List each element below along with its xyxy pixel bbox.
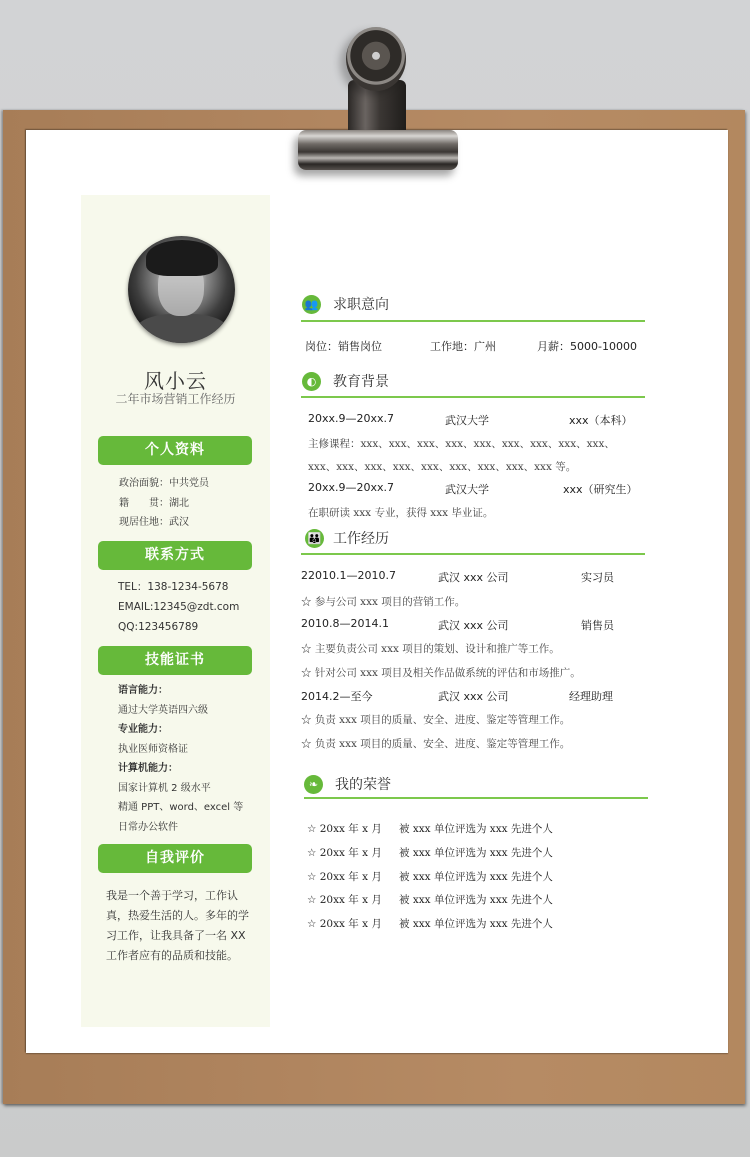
edu-period: 20xx.9—20xx.7 [308,412,395,425]
intent-location: 工作地：广州 [430,340,496,353]
work-role: 实习员 [581,571,614,584]
honor-date: ☆ 20xx 年 x 月 [307,918,382,930]
intent-position: 岗位：销售岗位 [305,340,382,353]
honor-date: ☆ 20xx 年 x 月 [307,871,382,883]
honor-text: 被 xxx 单位评选为 xxx 先进个人 [399,823,553,835]
self-eval-heading: 自我评价 [98,844,252,873]
skill-item: 日常办公软件 [118,821,178,833]
candidate-subtitle: 二年市场营销工作经历 [115,392,236,406]
section-title: 我的荣誉 [335,777,391,793]
contact-qq: QQ:123456789 [118,621,199,633]
section-education [301,370,645,394]
edu-degree: xxx（研究生） [563,483,638,496]
people-icon: 👥 [302,295,321,314]
political-status: 政治面貌：中共党员 [119,478,209,489]
binder-clip [296,24,462,172]
honor-date: ☆ 20xx 年 x 月 [307,847,382,859]
skill-label-language: 语言能力： [118,685,168,696]
section-divider [301,396,645,398]
work-duty: ☆ 主要负责公司 xxx 项目的策划、设计和推广等工作。 [301,643,560,655]
edu-note: 在职研读 xxx 专业，获得 xxx 毕业证。 [308,507,494,519]
sidebar [81,195,270,1027]
contact-heading: 联系方式 [98,541,252,570]
personal-info-list [119,474,209,533]
work-duty: ☆ 负责 xxx 项目的质量、安全、进度、鉴定等管理工作。 [301,714,571,726]
self-eval-text: 我是一个善于学习，工作认真，热爱生活的人。多年的学习工作，让我具备了一名 XX 工作者应有的品质和技能。 [106,889,249,962]
honor-text: 被 xxx 单位评选为 xxx 先进个人 [399,847,553,859]
avatar [128,236,235,343]
skills-list [118,681,243,837]
section-divider [301,553,645,555]
contact-list [118,577,239,637]
contact-tel: TEL：138-1234-5678 [118,581,229,593]
edu-school: 武汉大学 [445,483,489,496]
leaf-icon: ❧ [304,775,323,794]
edu-school: 武汉大学 [445,414,489,427]
section-title: 教育背景 [333,374,389,390]
honor-text: 被 xxx 单位评选为 xxx 先进个人 [399,894,553,906]
work-duty: ☆ 参与公司 xxx 项目的营销工作。 [301,596,466,608]
skill-item: 通过大学英语四六级 [118,704,208,716]
work-role: 销售员 [581,619,614,632]
section-divider [301,320,645,322]
work-company: 武汉 xxx 公司 [438,619,509,632]
honor-text: 被 xxx 单位评选为 xxx 先进个人 [399,871,553,883]
work-duty: ☆ 负责 xxx 项目的质量、安全、进度、鉴定等管理工作。 [301,738,571,750]
family-icon: 👪 [305,529,324,548]
section-job-intent [301,293,645,317]
work-duty: ☆ 针对公司 xxx 项目及相关作品做系统的评估和市场推广。 [301,667,581,679]
section-work [301,527,645,551]
skill-item: 国家计算机 2 级水平 [118,782,211,794]
honor-date: ☆ 20xx 年 x 月 [307,894,382,906]
work-role: 经理助理 [569,690,613,703]
skill-label-computer: 计算机能力： [118,763,178,774]
native-place: 籍 贯：湖北 [119,497,189,509]
skill-label-professional: 专业能力： [118,724,168,735]
section-title: 求职意向 [333,297,389,313]
work-period: 22010.1—2010.7 [301,569,396,582]
section-title: 工作经历 [333,531,389,547]
honor-text: 被 xxx 单位评选为 xxx 先进个人 [399,918,553,930]
work-period: 2014.2—至今 [301,690,373,703]
work-company: 武汉 xxx 公司 [438,571,509,584]
work-period: 2010.8—2014.1 [301,617,389,630]
honor-date: ☆ 20xx 年 x 月 [307,823,382,835]
current-residence: 现居住地：武汉 [119,517,189,528]
edu-courses-line2: xxx、xxx、xxx、xxx、xxx、xxx、xxx、xxx、xxx 等。 [308,461,577,473]
skill-item: 执业医师资格证 [118,743,188,755]
intent-salary: 月薪：5000-10000 [537,340,637,353]
edu-degree: xxx（本科） [569,414,633,427]
skill-item: 精通 PPT、word、excel 等 [118,802,244,813]
edu-period: 20xx.9—20xx.7 [308,481,395,494]
contact-email: EMAIL:12345@zdt.com [118,601,240,613]
section-divider [304,797,648,799]
edu-courses-line1: 主修课程：xxx、xxx、xxx、xxx、xxx、xxx、xxx、xxx、xxx、 [308,438,615,450]
personal-info-heading: 个人资料 [98,436,252,465]
work-company: 武汉 xxx 公司 [438,690,509,703]
candidate-name: 风小云 [144,369,207,393]
pill-icon: ◐ [302,372,321,391]
skills-heading: 技能证书 [98,646,252,675]
section-honors [303,773,647,797]
